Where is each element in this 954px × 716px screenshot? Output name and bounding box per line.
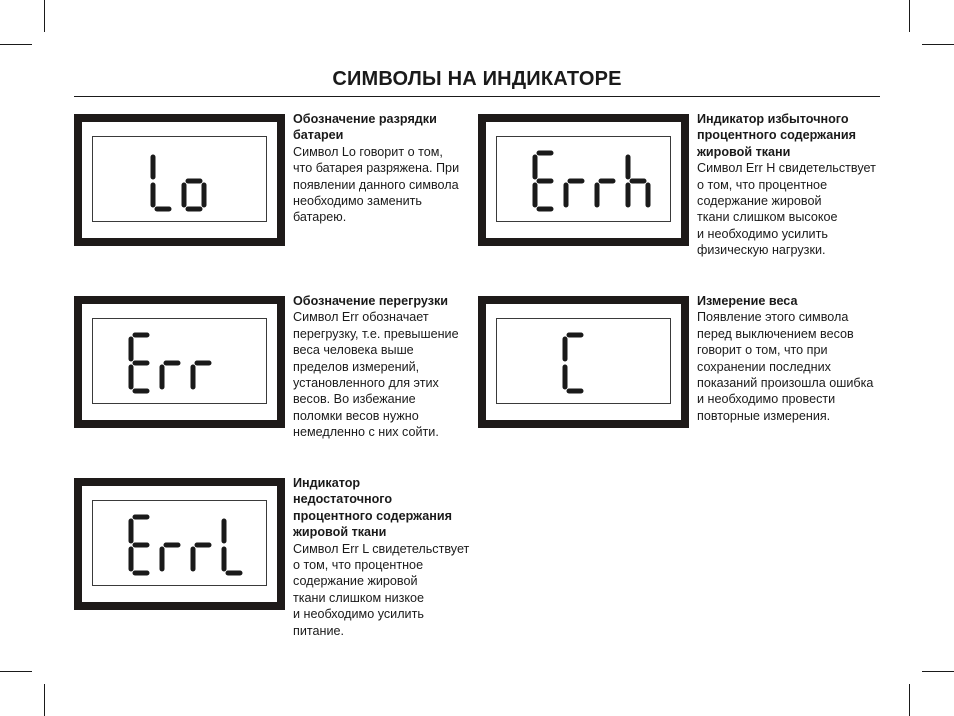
item-heading: Обозначение перегрузки	[293, 294, 449, 308]
lcd-symbol-errh	[497, 137, 670, 221]
page-title: СИМВОЛЫ НА ИНДИКАТОРЕ	[332, 68, 622, 90]
lcd-symbol-c	[497, 319, 670, 403]
crop-mark	[0, 671, 32, 672]
lcd-screen	[486, 122, 681, 238]
lcd-screen	[486, 304, 681, 420]
lcd-symbol-lo	[93, 137, 266, 221]
lcd-panel-lo	[74, 114, 285, 246]
item-heading: Измерение веса	[697, 294, 798, 308]
lcd-glass	[92, 500, 267, 586]
crop-mark	[44, 684, 45, 716]
lcd-symbol-errl	[93, 501, 266, 585]
item-description: Символ Err L свидетельствует о том, что процентное содержание жировой ткани слишком низкое и необходимо усилить питание.	[293, 541, 470, 638]
title-rule	[74, 96, 880, 97]
lcd-glass	[92, 136, 267, 222]
item-description: Символ Err H свидетельствует о том, что процентное содержание жировой ткани слишком высокое и необходимо усилить физическую нагрузки.	[697, 161, 876, 258]
item-text-lo	[293, 111, 473, 226]
item-heading: Индикатор недостаточного процентного содержания жировой ткани	[293, 476, 452, 540]
crop-mark	[922, 44, 954, 45]
item-text-c	[697, 293, 887, 424]
item-description: Символ Err обозначает перегрузку, т.е. превышение веса человека выше пределов измерений, установленного для этих весов. Во избежание поломки весов нужно немедленно с них сойти.	[293, 310, 459, 440]
crop-mark	[909, 684, 910, 716]
lcd-glass	[92, 318, 267, 404]
lcd-panel-err	[74, 296, 285, 428]
item-description: Появление этого символа перед выключением весов говорит о том, что при сохранении последних показаний произошла ошибка и необходимо провести повторные измерения.	[697, 310, 874, 423]
lcd-screen	[82, 122, 277, 238]
item-heading: Индикатор избыточного процентного содержания жировой ткани	[697, 112, 856, 159]
crop-mark	[922, 671, 954, 672]
lcd-panel-c	[478, 296, 689, 428]
item-text-err	[293, 293, 473, 441]
lcd-symbol-err	[93, 319, 266, 403]
item-text-errl	[293, 475, 473, 639]
crop-mark	[909, 0, 910, 32]
lcd-panel-errh	[478, 114, 689, 246]
crop-mark	[0, 44, 32, 45]
lcd-panel-errl	[74, 478, 285, 610]
lcd-glass	[496, 318, 671, 404]
item-description: Символ Lo говорит о том, что батарея разряжена. При появлении данного символа необходимо заменить батарею.	[293, 144, 460, 225]
lcd-glass	[496, 136, 671, 222]
crop-mark	[44, 0, 45, 32]
item-heading: Обозначение разрядки батареи	[293, 112, 437, 143]
lcd-screen	[82, 304, 277, 420]
item-text-errh	[697, 111, 887, 259]
lcd-screen	[82, 486, 277, 602]
